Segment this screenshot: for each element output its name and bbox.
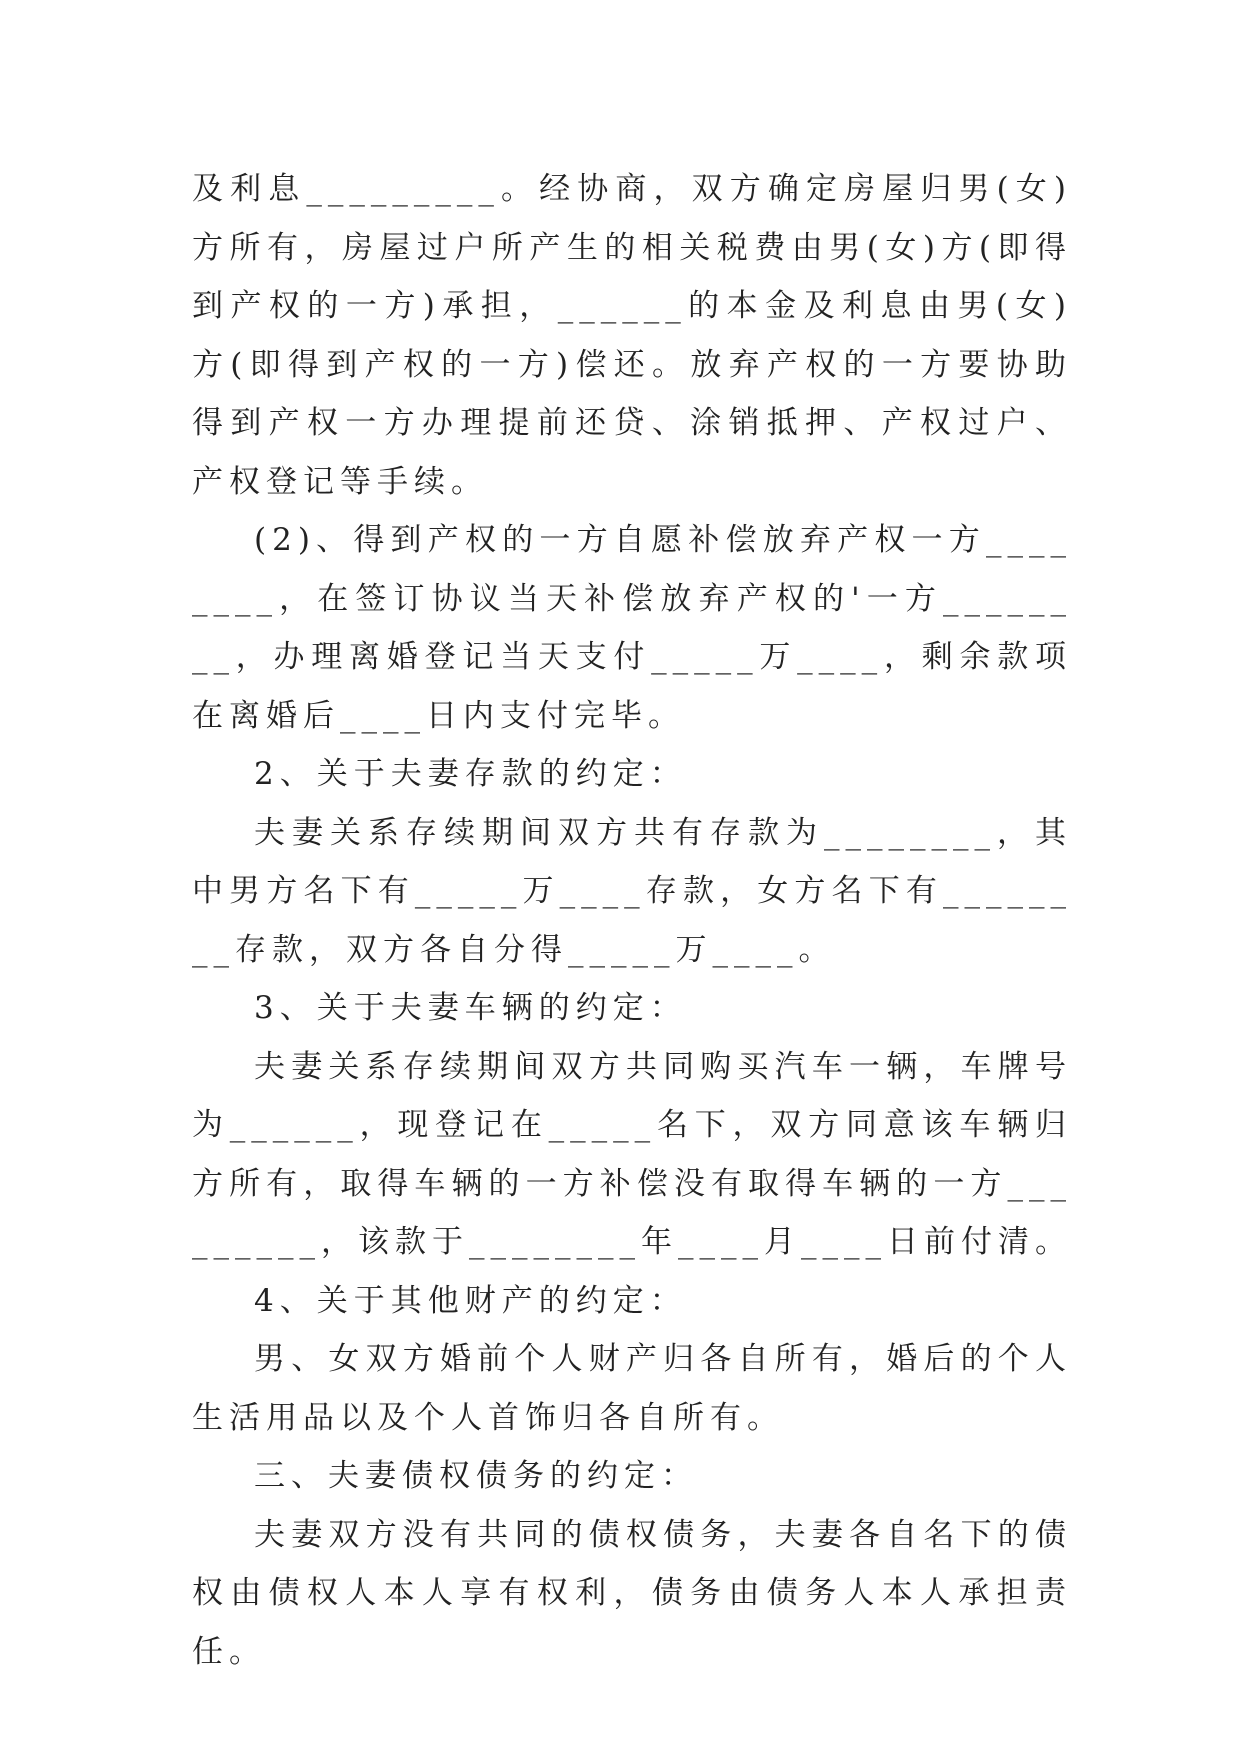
- paragraph-other-property: 男、女双方婚前个人财产归各自所有，婚后的个人生活用品以及个人首饰归各自所有。: [192, 1341, 1072, 1436]
- heading-other-property: 4、关于其他财产的约定：: [254, 1282, 687, 1319]
- heading-debts: 三、夫妻债权债务的约定：: [254, 1458, 698, 1494]
- heading-deposits: 2、关于夫妻存款的约定：: [254, 756, 687, 792]
- paragraph-house-compensation: (2)、得到产权的一方自愿补偿放弃产权一方________，在签订协议当天补偿放弃产权的'一方________，办理离婚登记当天支付_____万____，剩余款项在离婚后____日内支付完毕。: [192, 522, 1072, 734]
- paragraph-house-ownership: 及利息_________。经协商，双方确定房屋归男(女)方所有，房屋过户所产生的相关税费由男(女)方(即得到产权的一方)承担，______的本金及利息由男(女)方(即得到产权的一方)偿还。放弃产权的一方要协助得到产权一方办理提前还贷、涂销抵押、产权过户、产权登记等手续。: [192, 171, 1072, 500]
- paragraph-vehicles: 夫妻关系存续期间双方共同购买汽车一辆，车牌号为______，现登记在_____名下，双方同意该车辆归方所有，取得车辆的一方补偿没有取得车辆的一方_________，该款于________年____月____日前付清。: [192, 1048, 1072, 1260]
- paragraph-deposits: 夫妻关系存续期间双方共有存款为________，其中男方名下有_____万____存款，女方名下有________存款，双方各自分得_____万____。: [192, 814, 1072, 968]
- heading-vehicles: 3、关于夫妻车辆的约定：: [254, 990, 687, 1026]
- document-body: [192, 160, 1072, 1681]
- paragraph-debts: 夫妻双方没有共同的债权债务，夫妻各自名下的债权由债权人本人享有权利，债务由债务人本人承担责任。: [192, 1516, 1072, 1670]
